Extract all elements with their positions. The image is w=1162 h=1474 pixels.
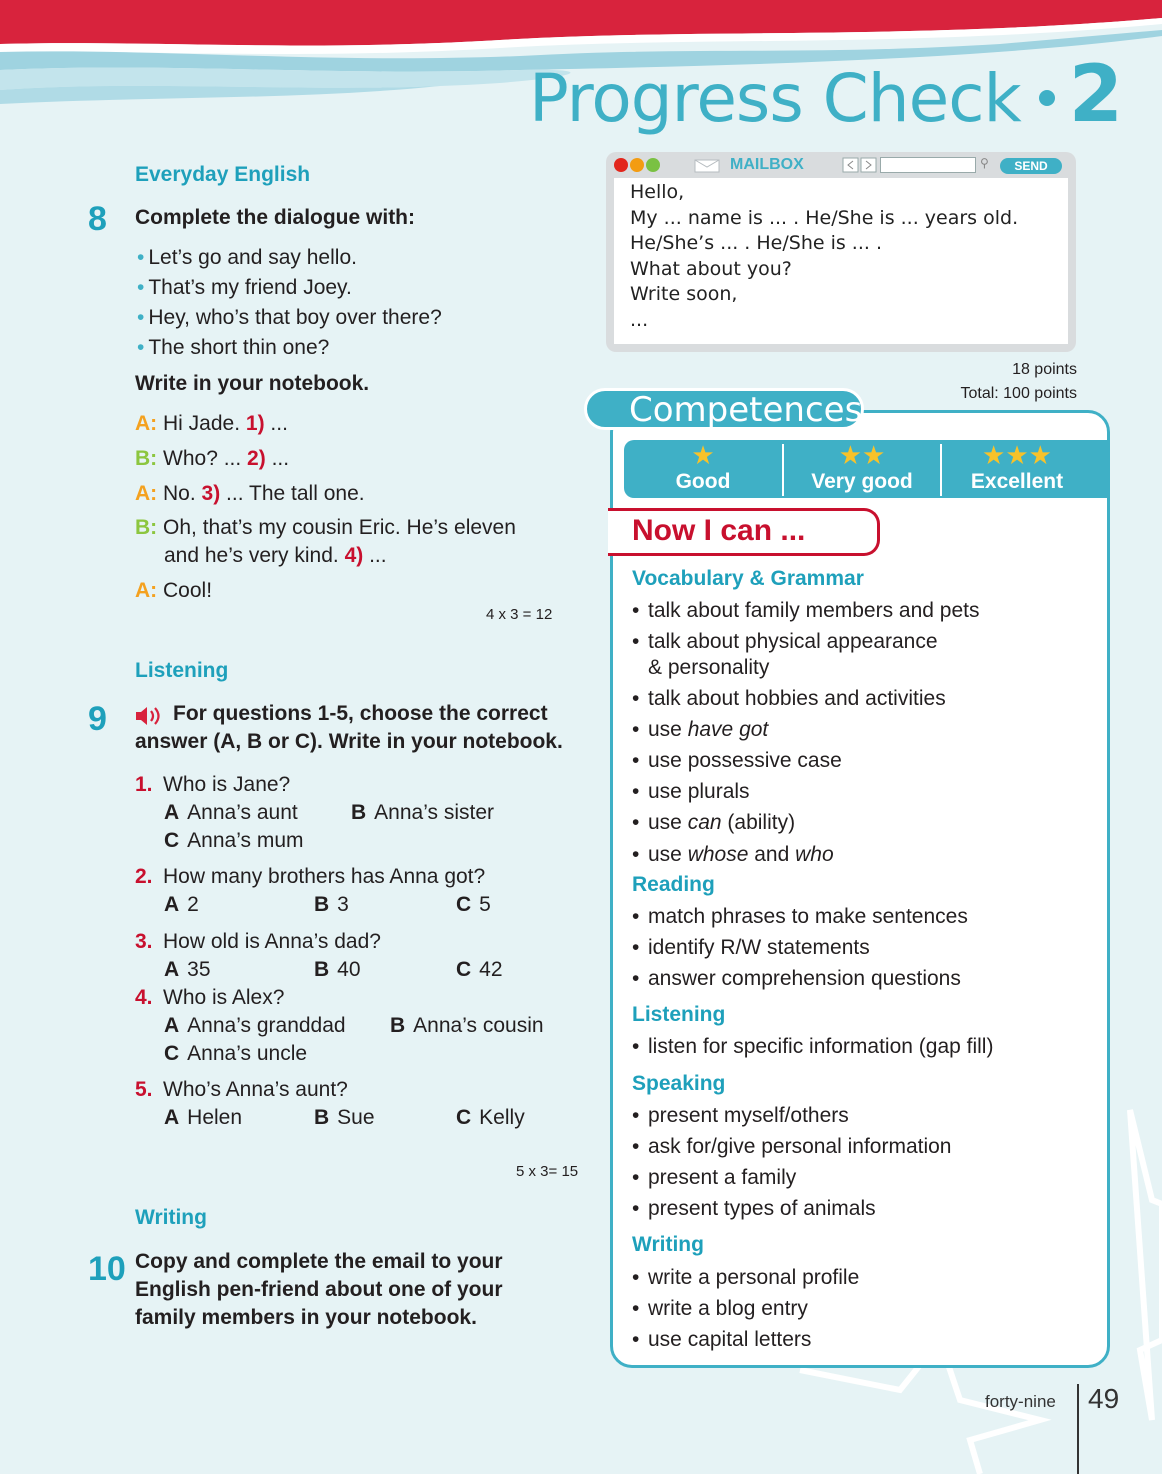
competence-item: • match phrases to make sentences (632, 905, 968, 928)
star-icon: ★ (691, 440, 715, 470)
envelope-icon (694, 159, 720, 173)
star-icon: ★★★ (982, 440, 1052, 470)
mailbox-label: MAILBOX (730, 156, 804, 173)
phrase-item: • That’s my friend Joey. (137, 276, 352, 299)
send-button[interactable]: SEND (1000, 158, 1062, 174)
q4-option-c: C Anna’s uncle (164, 1042, 308, 1065)
competence-item: • talk about family members and pets (632, 599, 980, 622)
speaking-heading: Speaking (632, 1072, 726, 1095)
competence-item: • use whose and who (632, 843, 834, 866)
total-points-label: Total: 100 points (960, 385, 1077, 402)
task-9-score: 5 x 3= 15 (516, 1163, 579, 1180)
rating-good: ★ Good (624, 440, 782, 498)
task-number-8: 8 (88, 200, 107, 238)
audio-icon (134, 704, 166, 728)
competence-item: • write a blog entry (632, 1297, 808, 1320)
competence-item: • write a personal profile (632, 1266, 860, 1289)
competence-item: • use possessive case (632, 749, 842, 772)
competence-item: • use plurals (632, 780, 750, 803)
dialogue-line-5: and he’s very kind. 4) ... (164, 544, 387, 567)
phrase-item: • Let’s go and say hello. (137, 246, 357, 269)
question-1: 1. Who is Jane? (135, 773, 291, 796)
dialogue-line-1: A: Hi Jade. 1) ... (135, 412, 288, 435)
q4-option-a: A Anna’s granddad (164, 1014, 346, 1037)
task-8-score: 4 x 3 = 12 (486, 606, 553, 623)
vocab-grammar-heading: Vocabulary & Grammar (632, 567, 864, 590)
q1-option-c: C Anna’s mum (164, 829, 304, 852)
mailbox-window (606, 152, 1076, 352)
competence-item: • identify R/W statements (632, 936, 870, 959)
rating-excellent: ★★★ Excellent (942, 440, 1092, 498)
competence-item: • answer comprehension questions (632, 967, 961, 990)
competence-item: • use capital letters (632, 1328, 812, 1351)
q2-option-c: C 5 (456, 893, 491, 916)
question-3: 3. How old is Anna’s dad? (135, 930, 381, 953)
write-notebook-note: Write in your notebook. (135, 372, 370, 395)
competence-item-continued: & personality (648, 656, 770, 679)
competence-item: • present types of animals (632, 1197, 876, 1220)
points-label: 18 points (1012, 361, 1077, 378)
page-number: 49 (1088, 1383, 1120, 1414)
writing-heading: Writing (135, 1206, 207, 1229)
q2-option-a: A 2 (164, 893, 199, 916)
footer-divider (1077, 1384, 1079, 1474)
question-4: 4. Who is Alex? (135, 986, 285, 1009)
competence-item: • present a family (632, 1166, 797, 1189)
task-9-instruction-2: answer (A, B or C). Write in your notebook. (135, 730, 563, 753)
now-i-can-heading: Now I can ... (632, 514, 806, 547)
minimize-dot-icon (630, 158, 644, 172)
title-dot (1039, 90, 1055, 106)
title-number: 2 (1068, 50, 1122, 140)
task-9-instruction-1: For questions 1-5, choose the correct (173, 702, 548, 725)
search-icon[interactable]: ⚲ (980, 156, 989, 170)
page-title: Progress Check 2 (529, 50, 1122, 140)
mailbox-toolbar (606, 152, 1076, 178)
dialogue-line-6: A: Cool! (135, 579, 213, 602)
q3-option-a: A 35 (164, 958, 211, 981)
q2-option-b: B 3 (314, 893, 349, 916)
rating-very-good: ★★ Very good (784, 440, 940, 498)
dialogue-line-4: B: Oh, that’s my cousin Eric. He’s eleven (135, 516, 516, 539)
q4-option-b: B Anna’s cousin (390, 1014, 544, 1037)
competences-title: Competences (584, 388, 864, 430)
nav-arrows-icon[interactable] (842, 157, 878, 173)
q3-option-b: B 40 (314, 958, 361, 981)
task-10-instruction: Copy and complete the email to your English pen-friend about one of your family members in your notebook. (135, 1250, 503, 1329)
everyday-english-heading: Everyday English (135, 163, 311, 186)
q3-option-c: C 42 (456, 958, 503, 981)
star-icon: ★★ (838, 440, 886, 470)
competence-item: • use have got (632, 718, 769, 741)
task-number-9: 9 (88, 700, 107, 738)
dialogue-line-2: B: Who? ... 2) ... (135, 447, 290, 470)
q1-option-a: A Anna’s aunt (164, 801, 298, 824)
competence-item: • use can (ability) (632, 811, 796, 834)
task-number-10: 10 (88, 1250, 126, 1288)
competence-item: • talk about hobbies and activities (632, 687, 946, 710)
dialogue-line-3: A: No. 3) ... The tall one. (135, 482, 365, 505)
listening-heading: Listening (135, 659, 229, 682)
competence-item: • ask for/give personal information (632, 1135, 952, 1158)
question-2: 2. How many brothers has Anna got? (135, 865, 486, 888)
reading-heading: Reading (632, 873, 715, 896)
competence-item: • talk about physical appearance (632, 630, 938, 653)
q5-option-c: C Kelly (456, 1106, 525, 1129)
task-8-instruction: Complete the dialogue with: (135, 206, 416, 229)
phrase-list (137, 243, 442, 363)
maximize-dot-icon (646, 158, 660, 172)
close-dot-icon (614, 158, 628, 172)
rating-bar (624, 440, 1110, 498)
phrase-item: • The short thin one? (137, 336, 330, 359)
q5-option-a: A Helen (164, 1106, 243, 1129)
q1-option-b: B Anna’s sister (351, 801, 495, 824)
question-5: 5. Who’s Anna’s aunt? (135, 1078, 348, 1101)
mailbox-search-input[interactable] (880, 157, 976, 173)
page-number-word: forty-nine (985, 1392, 1056, 1411)
listening-competence-heading: Listening (632, 1003, 726, 1026)
competence-item: • present myself/others (632, 1104, 849, 1127)
competence-item: • listen for specific information (gap fill) (632, 1035, 994, 1058)
q5-option-b: B Sue (314, 1106, 375, 1129)
writing-competence-heading: Writing (632, 1233, 704, 1256)
phrase-item: • Hey, who’s that boy over there? (137, 306, 442, 329)
email-text: Hello, My ... name is ... . He/She is ... years old. He/She’s ... . He/She is ... . What about you? Write soon, ... (630, 181, 1019, 331)
